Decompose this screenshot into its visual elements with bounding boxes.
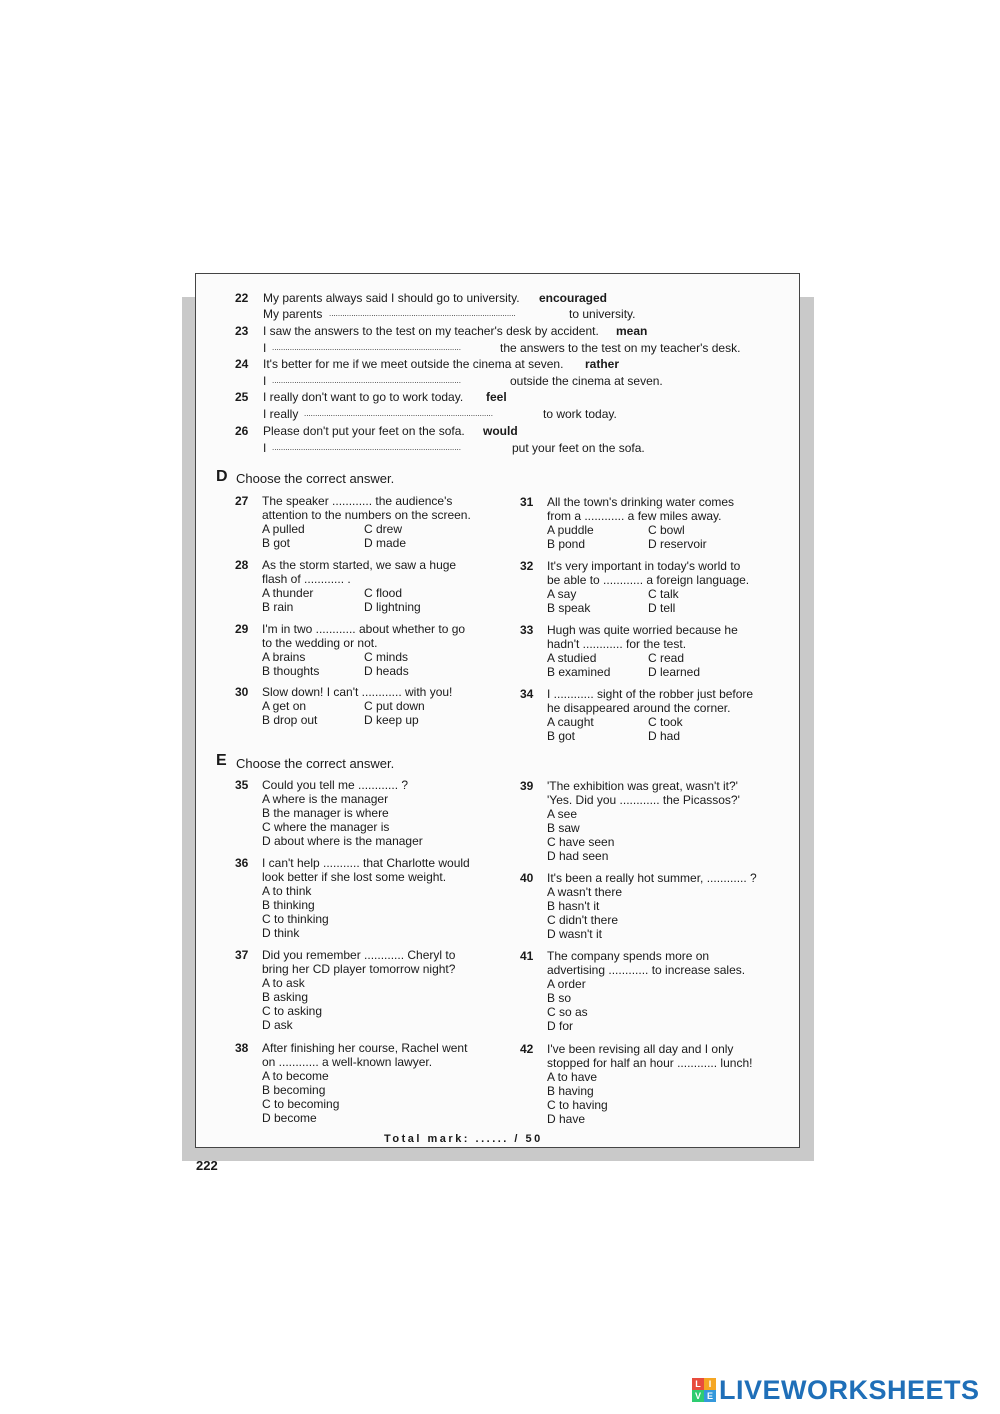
- section-heading: Choose the correct answer.: [236, 756, 395, 771]
- question-number: 31: [520, 495, 534, 509]
- option-d[interactable]: D had: [648, 729, 681, 743]
- question-line: The company spends more on: [547, 949, 710, 963]
- option-a[interactable]: A caught: [547, 715, 594, 729]
- question-number: 24: [235, 357, 249, 371]
- question-line: I'm in two ............ about whether to go: [262, 622, 466, 636]
- question-line: advertising ............ to increase sales.: [547, 963, 746, 977]
- total-mark: Total mark: ...... / 50: [384, 1133, 543, 1145]
- question-line: I can't help ........... that Charlotte would: [262, 856, 470, 870]
- option-d[interactable]: D heads: [364, 664, 409, 678]
- option-b[interactable]: B so: [547, 991, 572, 1005]
- question-number: 28: [235, 558, 249, 572]
- question-line: flash of ............ .: [262, 572, 351, 586]
- option-a[interactable]: A get on: [262, 699, 307, 713]
- question-prompt: I really don't want to go to work today.: [263, 390, 464, 404]
- option-c[interactable]: C so as: [547, 1005, 588, 1019]
- option-a[interactable]: A to have: [547, 1070, 598, 1084]
- answer-blank[interactable]: .....................................................................................: [304, 409, 493, 418]
- option-d[interactable]: D for: [547, 1019, 574, 1033]
- question-number: 42: [520, 1042, 534, 1056]
- question-line: to the wedding or not.: [262, 636, 378, 650]
- question-line: Could you tell me ............ ?: [262, 778, 409, 792]
- question-number: 38: [235, 1041, 249, 1055]
- key-word: rather: [585, 357, 620, 371]
- logo-text: LIVEWORKSHEETS: [719, 1374, 980, 1405]
- answer-blank[interactable]: ....................................................................................: [329, 309, 516, 318]
- question-line: on ............ a well-known lawyer.: [262, 1055, 433, 1069]
- option-b[interactable]: B becoming: [262, 1083, 326, 1097]
- option-d[interactable]: D keep up: [364, 713, 419, 727]
- section-letter: E: [216, 752, 227, 769]
- option-a[interactable]: A pulled: [262, 522, 305, 536]
- option-d[interactable]: D made: [364, 536, 407, 550]
- answer-start: I really: [263, 407, 299, 421]
- logo-mark-icon: L I V E: [692, 1378, 716, 1402]
- question-number: 27: [235, 494, 249, 508]
- question-number: 25: [235, 390, 249, 404]
- key-word: feel: [486, 390, 507, 404]
- option-d[interactable]: D become: [262, 1111, 317, 1125]
- option-b[interactable]: B got: [547, 729, 576, 743]
- liveworksheets-logo: [692, 1375, 980, 1405]
- question-line: from a ............ a few miles away.: [547, 509, 722, 523]
- question-number: 40: [520, 871, 534, 885]
- option-c[interactable]: C where the manager is: [262, 820, 390, 834]
- option-c[interactable]: C to asking: [262, 1004, 323, 1018]
- option-a[interactable]: A see: [547, 807, 578, 821]
- option-a[interactable]: A where is the manager: [262, 792, 389, 806]
- question-number: 37: [235, 948, 249, 962]
- option-c[interactable]: C have seen: [547, 835, 615, 849]
- question-line: hadn't ............ for the test.: [547, 637, 687, 651]
- question-line: 'The exhibition was great, wasn't it?': [547, 779, 738, 793]
- question-number: 33: [520, 623, 534, 637]
- question-line: The speaker ............ the audience's: [262, 494, 453, 508]
- answer-end: to university.: [569, 307, 636, 321]
- option-d[interactable]: D tell: [648, 601, 676, 615]
- answer-blank[interactable]: .....................................................................................: [272, 443, 461, 452]
- option-b[interactable]: B rain: [262, 600, 294, 614]
- option-a[interactable]: A thunder: [262, 586, 314, 600]
- question-line: attention to the numbers on the screen.: [262, 508, 471, 522]
- question-prompt: My parents always said I should go to university.: [263, 291, 520, 305]
- option-b[interactable]: B thoughts: [262, 664, 320, 678]
- option-a[interactable]: A puddle: [547, 523, 594, 537]
- question-prompt: I saw the answers to the test on my teacher's desk by accident.: [263, 324, 599, 338]
- option-b[interactable]: B got: [262, 536, 291, 550]
- option-b[interactable]: B having: [547, 1084, 594, 1098]
- option-d[interactable]: D ask: [262, 1018, 293, 1032]
- question-number: 41: [520, 949, 534, 963]
- option-a[interactable]: A to ask: [262, 976, 305, 990]
- question-number: 29: [235, 622, 249, 636]
- answer-start: My parents: [263, 307, 323, 321]
- option-c[interactable]: C didn't there: [547, 913, 618, 927]
- option-c[interactable]: C flood: [364, 586, 403, 600]
- answer-blank[interactable]: .....................................................................................: [272, 376, 461, 385]
- question-number: 22: [235, 291, 249, 305]
- question-prompt: Please don't put your feet on the sofa.: [263, 424, 465, 438]
- question-number: 23: [235, 324, 249, 338]
- key-word: would: [483, 424, 518, 438]
- option-a[interactable]: A order: [547, 977, 586, 991]
- option-d[interactable]: D had seen: [547, 849, 609, 863]
- question-line: Hugh was quite worried because he: [547, 623, 738, 637]
- option-c[interactable]: C to having: [547, 1098, 608, 1112]
- option-b[interactable]: B thinking: [262, 898, 315, 912]
- answer-blank[interactable]: .....................................................................................: [272, 343, 461, 352]
- question-number: 39: [520, 779, 534, 793]
- question-line: After finishing her course, Rachel went: [262, 1041, 468, 1055]
- section-heading: Choose the correct answer.: [236, 471, 395, 486]
- question-line: As the storm started, we saw a huge: [262, 558, 457, 572]
- option-c[interactable]: C drew: [364, 522, 403, 536]
- option-a[interactable]: A to become: [262, 1069, 329, 1083]
- key-word: encouraged: [539, 291, 608, 305]
- option-c[interactable]: C to becoming: [262, 1097, 340, 1111]
- option-d[interactable]: D about where is the manager: [262, 834, 423, 848]
- option-b[interactable]: B the manager is where: [262, 806, 389, 820]
- option-d[interactable]: D think: [262, 926, 300, 940]
- option-c[interactable]: C took: [648, 715, 683, 729]
- option-a[interactable]: A studied: [547, 651, 597, 665]
- question-line: bring her CD player tomorrow night?: [262, 962, 456, 976]
- answer-end: to work today.: [543, 407, 617, 421]
- option-d[interactable]: D reservoir: [648, 537, 707, 551]
- option-d[interactable]: D have: [547, 1112, 586, 1126]
- question-line: Slow down! I can't ............ with you!: [262, 685, 453, 699]
- question-number: 30: [235, 685, 249, 699]
- answer-start: I: [263, 441, 267, 455]
- question-line: All the town's drinking water comes: [547, 495, 735, 509]
- answer-end: the answers to the test on my teacher's desk.: [500, 341, 741, 355]
- option-a[interactable]: A wasn't there: [547, 885, 622, 899]
- option-d[interactable]: D wasn't it: [547, 927, 602, 941]
- section-letter: D: [216, 468, 228, 485]
- question-line: I ............ sight of the robber just before: [547, 687, 754, 701]
- question-line: look better if she lost some weight.: [262, 870, 447, 884]
- question-line: 'Yes. Did you ............ the Picassos?': [547, 793, 740, 807]
- question-number: 34: [520, 687, 534, 701]
- option-a[interactable]: A to think: [262, 884, 312, 898]
- option-c[interactable]: C talk: [648, 587, 679, 601]
- option-b[interactable]: B examined: [547, 665, 611, 679]
- question-line: stopped for half an hour ............ lunch!: [547, 1056, 753, 1070]
- option-c[interactable]: C minds: [364, 650, 409, 664]
- question-prompt: It's better for me if we meet outside the cinema at seven.: [263, 357, 564, 371]
- option-c[interactable]: C put down: [364, 699, 425, 713]
- question-line: It's been a really hot summer, ............ ?: [547, 871, 757, 885]
- page-number: 222: [196, 1158, 218, 1173]
- option-c[interactable]: C to thinking: [262, 912, 329, 926]
- answer-end: put your feet on the sofa.: [512, 441, 645, 455]
- question-line: Did you remember ............ Cheryl to: [262, 948, 456, 962]
- answer-end: outside the cinema at seven.: [510, 374, 663, 388]
- option-b[interactable]: B asking: [262, 990, 309, 1004]
- question-number: 36: [235, 856, 249, 870]
- answer-start: I: [263, 374, 267, 388]
- question-number: 26: [235, 424, 249, 438]
- option-d[interactable]: D lightning: [364, 600, 421, 614]
- option-a[interactable]: A brains: [262, 650, 306, 664]
- option-d[interactable]: D learned: [648, 665, 701, 679]
- answer-start: I: [263, 341, 267, 355]
- option-b[interactable]: B drop out: [262, 713, 318, 727]
- question-line: I've been revising all day and I only: [547, 1042, 734, 1056]
- option-b[interactable]: B speak: [547, 601, 591, 615]
- question-line: be able to ............ a foreign language.: [547, 573, 750, 587]
- option-a[interactable]: A say: [547, 587, 577, 601]
- option-c[interactable]: C bowl: [648, 523, 685, 537]
- option-b[interactable]: B pond: [547, 537, 586, 551]
- option-b[interactable]: B hasn't it: [547, 899, 600, 913]
- question-number: 35: [235, 778, 249, 792]
- option-c[interactable]: C read: [648, 651, 685, 665]
- option-b[interactable]: B saw: [547, 821, 580, 835]
- question-line: It's very important in today's world to: [547, 559, 741, 573]
- key-word: mean: [616, 324, 648, 338]
- question-number: 32: [520, 559, 534, 573]
- question-line: he disappeared around the corner.: [547, 701, 731, 715]
